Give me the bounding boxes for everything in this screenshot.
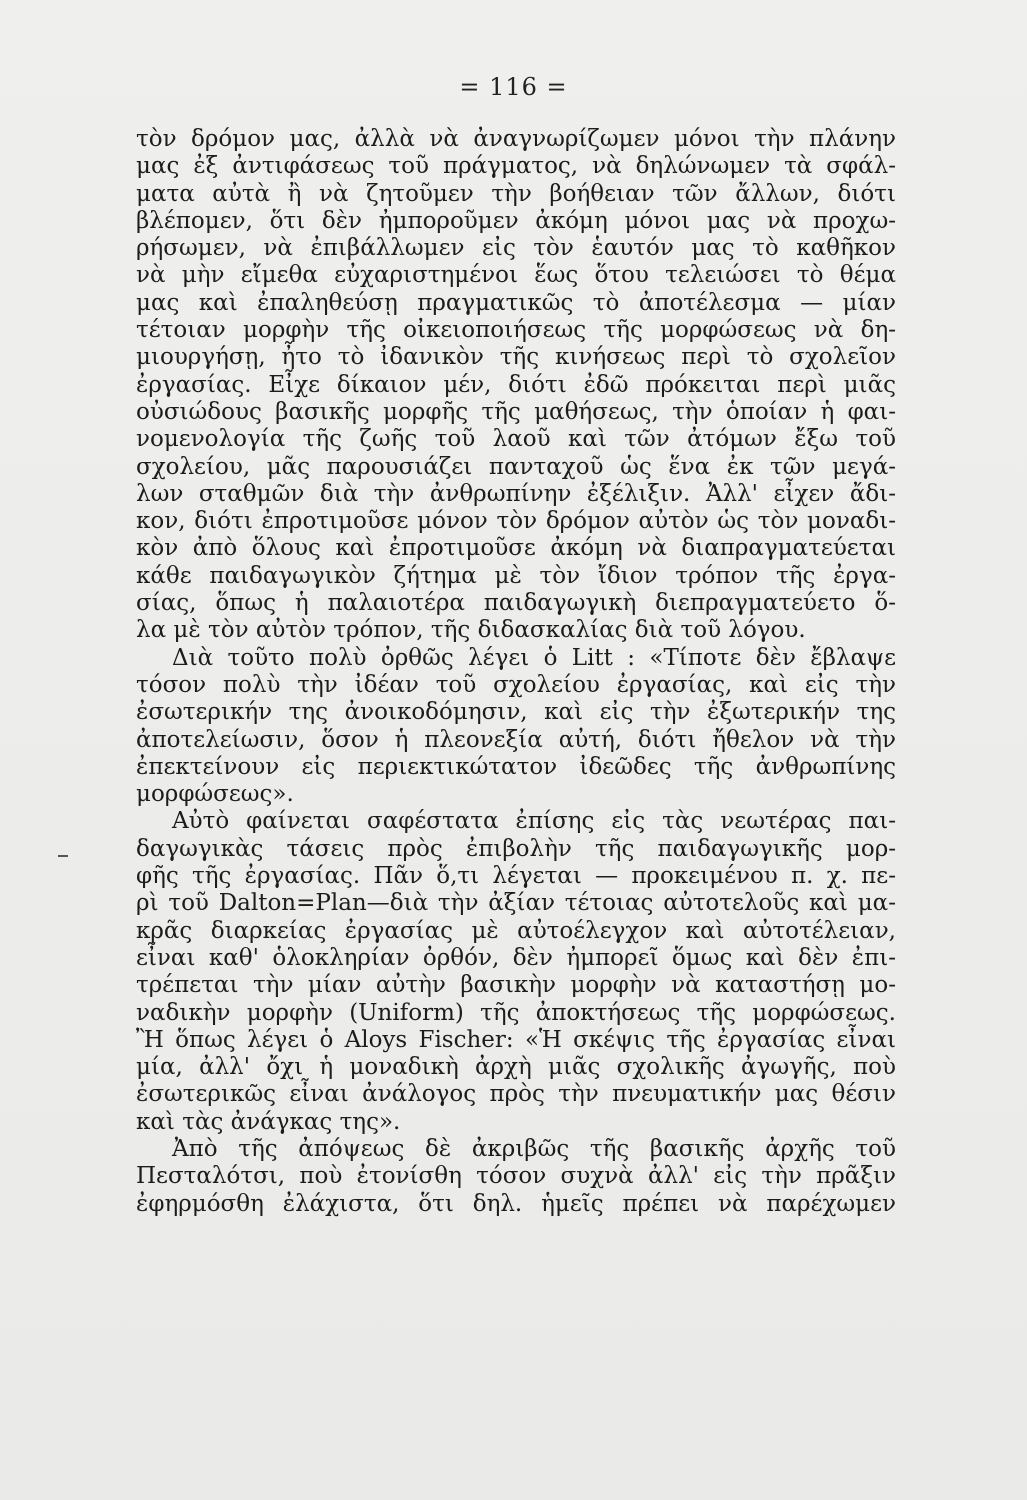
text-line: κον, διότι ἐπροτιμοῦσε μόνον τὸν δρόμον αὐτὸν ὡς τὸν μοναδι-	[136, 508, 896, 535]
text-line: Ἢ ὅπως λέγει ὁ Aloys Fischer: «Ἡ σκέψις τῆς ἐργασίας εἶναι	[136, 1026, 896, 1053]
text-line: καὶ τὰς ἀνάγκας της».	[136, 1108, 401, 1135]
text-line: ναδικὴν μορφὴν (Uniform) τῆς ἀποκτήσεως τῆς μορφώσεως.	[136, 999, 896, 1026]
text-line: κάθε παιδαγωγικὸν ζήτημα μὲ τὸν ἴδιον τρόπον τῆς ἐργα-	[136, 562, 896, 589]
text-line: τὸν δρόμον μας, ἀλλὰ νὰ ἀναγνωρίζωμεν μόνοι τὴν πλάνην	[136, 126, 896, 152]
text-line: τρέπεται τὴν μίαν αὐτὴν βασικὴν μορφὴν νὰ καταστήσῃ μο-	[136, 972, 896, 999]
text-line: δαγωγικὰς τάσεις πρὸς ἐπιβολὴν τῆς παιδαγωγικῆς μορ-	[136, 835, 896, 862]
text-line: Διὰ τοῦτο πολὺ ὀρθῶς λέγει ὁ Litt : «Τίποτε δὲν ἔβλαψε	[172, 644, 896, 671]
text-line: ἐργασίας. Εἶχε δίκαιον μέν, διότι ἐδῶ πρόκειται περὶ μιᾶς	[136, 371, 896, 398]
text-line: Πεσταλότσι, ποὺ ἐτονίσθη τόσον συχνὰ ἀλλ' εἰς τὴν πρᾶξιν	[136, 1163, 896, 1190]
text-line: ματα αὐτὰ ἢ νὰ ζητοῦμεν τὴν βοήθειαν τῶν ἄλλων, διότι	[136, 180, 896, 207]
text-line: κὸν ἀπὸ ὅλους καὶ ἐπροτιμοῦσε ἀκόμη νὰ διαπραγματεύεται	[136, 535, 896, 562]
text-line: σχολείου, μᾶς παρουσιάζει πανταχοῦ ὡς ἕνα ἐκ τῶν μεγά-	[136, 453, 896, 480]
text-line: μορφώσεως».	[136, 781, 294, 808]
body-text	[136, 126, 896, 1218]
text-line: φῆς τῆς ἐργασίας. Πᾶν ὅ,τι λέγεται — προκειμένου π. χ. πε-	[136, 863, 896, 890]
text-line: νομενολογία τῆς ζωῆς τοῦ λαοῦ καὶ τῶν ἀτόμων ἔξω τοῦ	[136, 426, 896, 453]
text-line: εἶναι καθ' ὁλοκληρίαν ὀρθόν, δὲν ἠμπορεῖ ὅμως καὶ δὲν ἐπι-	[136, 944, 896, 971]
text-line: ἐσωτερικῶς εἶναι ἀνάλογος πρὸς τὴν πνευματικήν μας θέσιν	[136, 1081, 896, 1108]
text-line: μας ἐξ ἀντιφάσεως τοῦ πράγματος, νὰ δηλώνωμεν τὰ σφάλ-	[136, 153, 896, 180]
text-line: μας καὶ ἐπαληθεύσῃ πραγματικῶς τὸ ἀποτέλεσμα — μίαν	[136, 289, 896, 316]
text-line: τόσον πολὺ τὴν ἰδέαν τοῦ σχολείου ἐργασίας, καὶ εἰς τὴν	[136, 671, 896, 698]
page-number: = 116 =	[459, 73, 568, 101]
text-line: ἐσωτερικήν της ἀνοικοδόμησιν, καὶ εἰς τὴν ἐξωτερικήν της	[136, 699, 896, 726]
text-line: κρᾶς διαρκείας ἐργασίας μὲ αὐτοέλεγχον καὶ αὐτοτέλειαν,	[136, 917, 896, 944]
text-line: ἀποτελείωσιν, ὅσον ἡ πλεονεξία αὐτή, διότι ἤθελον νὰ τὴν	[136, 726, 896, 753]
text-line: μία, ἀλλ' ὄχι ἡ μοναδικὴ ἀρχὴ μιᾶς σχολικῆς ἀγωγῆς, ποὺ	[136, 1054, 896, 1081]
text-line: τέτοιαν μορφὴν τῆς οἰκειοποιήσεως τῆς μορφώσεως νὰ δη-	[136, 317, 896, 344]
text-line: ρὶ τοῦ Dalton=Plan—διὰ τὴν ἀξίαν τέτοιας αὐτοτελοῦς καὶ μα-	[136, 890, 896, 917]
text-line: οὐσιώδους βασικῆς μορφῆς τῆς μαθήσεως, τὴν ὁποίαν ἡ φαι-	[136, 398, 896, 425]
margin-mark	[58, 855, 68, 857]
text-line: ἐφηρμόσθη ἐλάχιστα, ὅτι δηλ. ἡμεῖς πρέπει νὰ παρέχωμεν	[136, 1190, 896, 1217]
text-line: λα μὲ τὸν αὐτὸν τρόπον, τῆς διδασκαλίας διὰ τοῦ λόγου.	[136, 617, 806, 644]
text-line: ρήσωμεν, νὰ ἐπιβάλλωμεν εἰς τὸν ἑαυτόν μας τὸ καθῆκον	[136, 235, 896, 262]
text-line: λων σταθμῶν διὰ τὴν ἀνθρωπίνην ἐξέλιξιν. Ἀλλ' εἶχεν ἄδι-	[136, 480, 896, 507]
text-line: σίας, ὅπως ἡ παλαιοτέρα παιδαγωγικὴ διεπραγματεύετο ὅ-	[136, 590, 896, 617]
text-line: ἐπεκτείνουν εἰς περιεκτικώτατον ἰδεῶδες τῆς ἀνθρωπίνης	[136, 753, 896, 780]
text-line: Ἀπὸ τῆς ἀπόψεως δὲ ἀκριβῶς τῆς βασικῆς ἀρχῆς τοῦ	[172, 1135, 896, 1162]
text-line: βλέπομεν, ὅτι δὲν ἠμποροῦμεν ἀκόμη μόνοι μας νὰ προχω-	[136, 207, 896, 234]
text-line: Αὐτὸ φαίνεται σαφέστατα ἐπίσης εἰς τὰς νεωτέρας παι-	[172, 808, 896, 835]
text-line: νὰ μὴν εἴμεθα εὐχαριστημένοι ἕως ὅτου τελειώσει τὸ θέμα	[136, 262, 896, 289]
text-line: μιουργήσῃ, ἦτο τὸ ἰδανικὸν τῆς κινήσεως περὶ τὸ σχολεῖον	[136, 344, 896, 371]
